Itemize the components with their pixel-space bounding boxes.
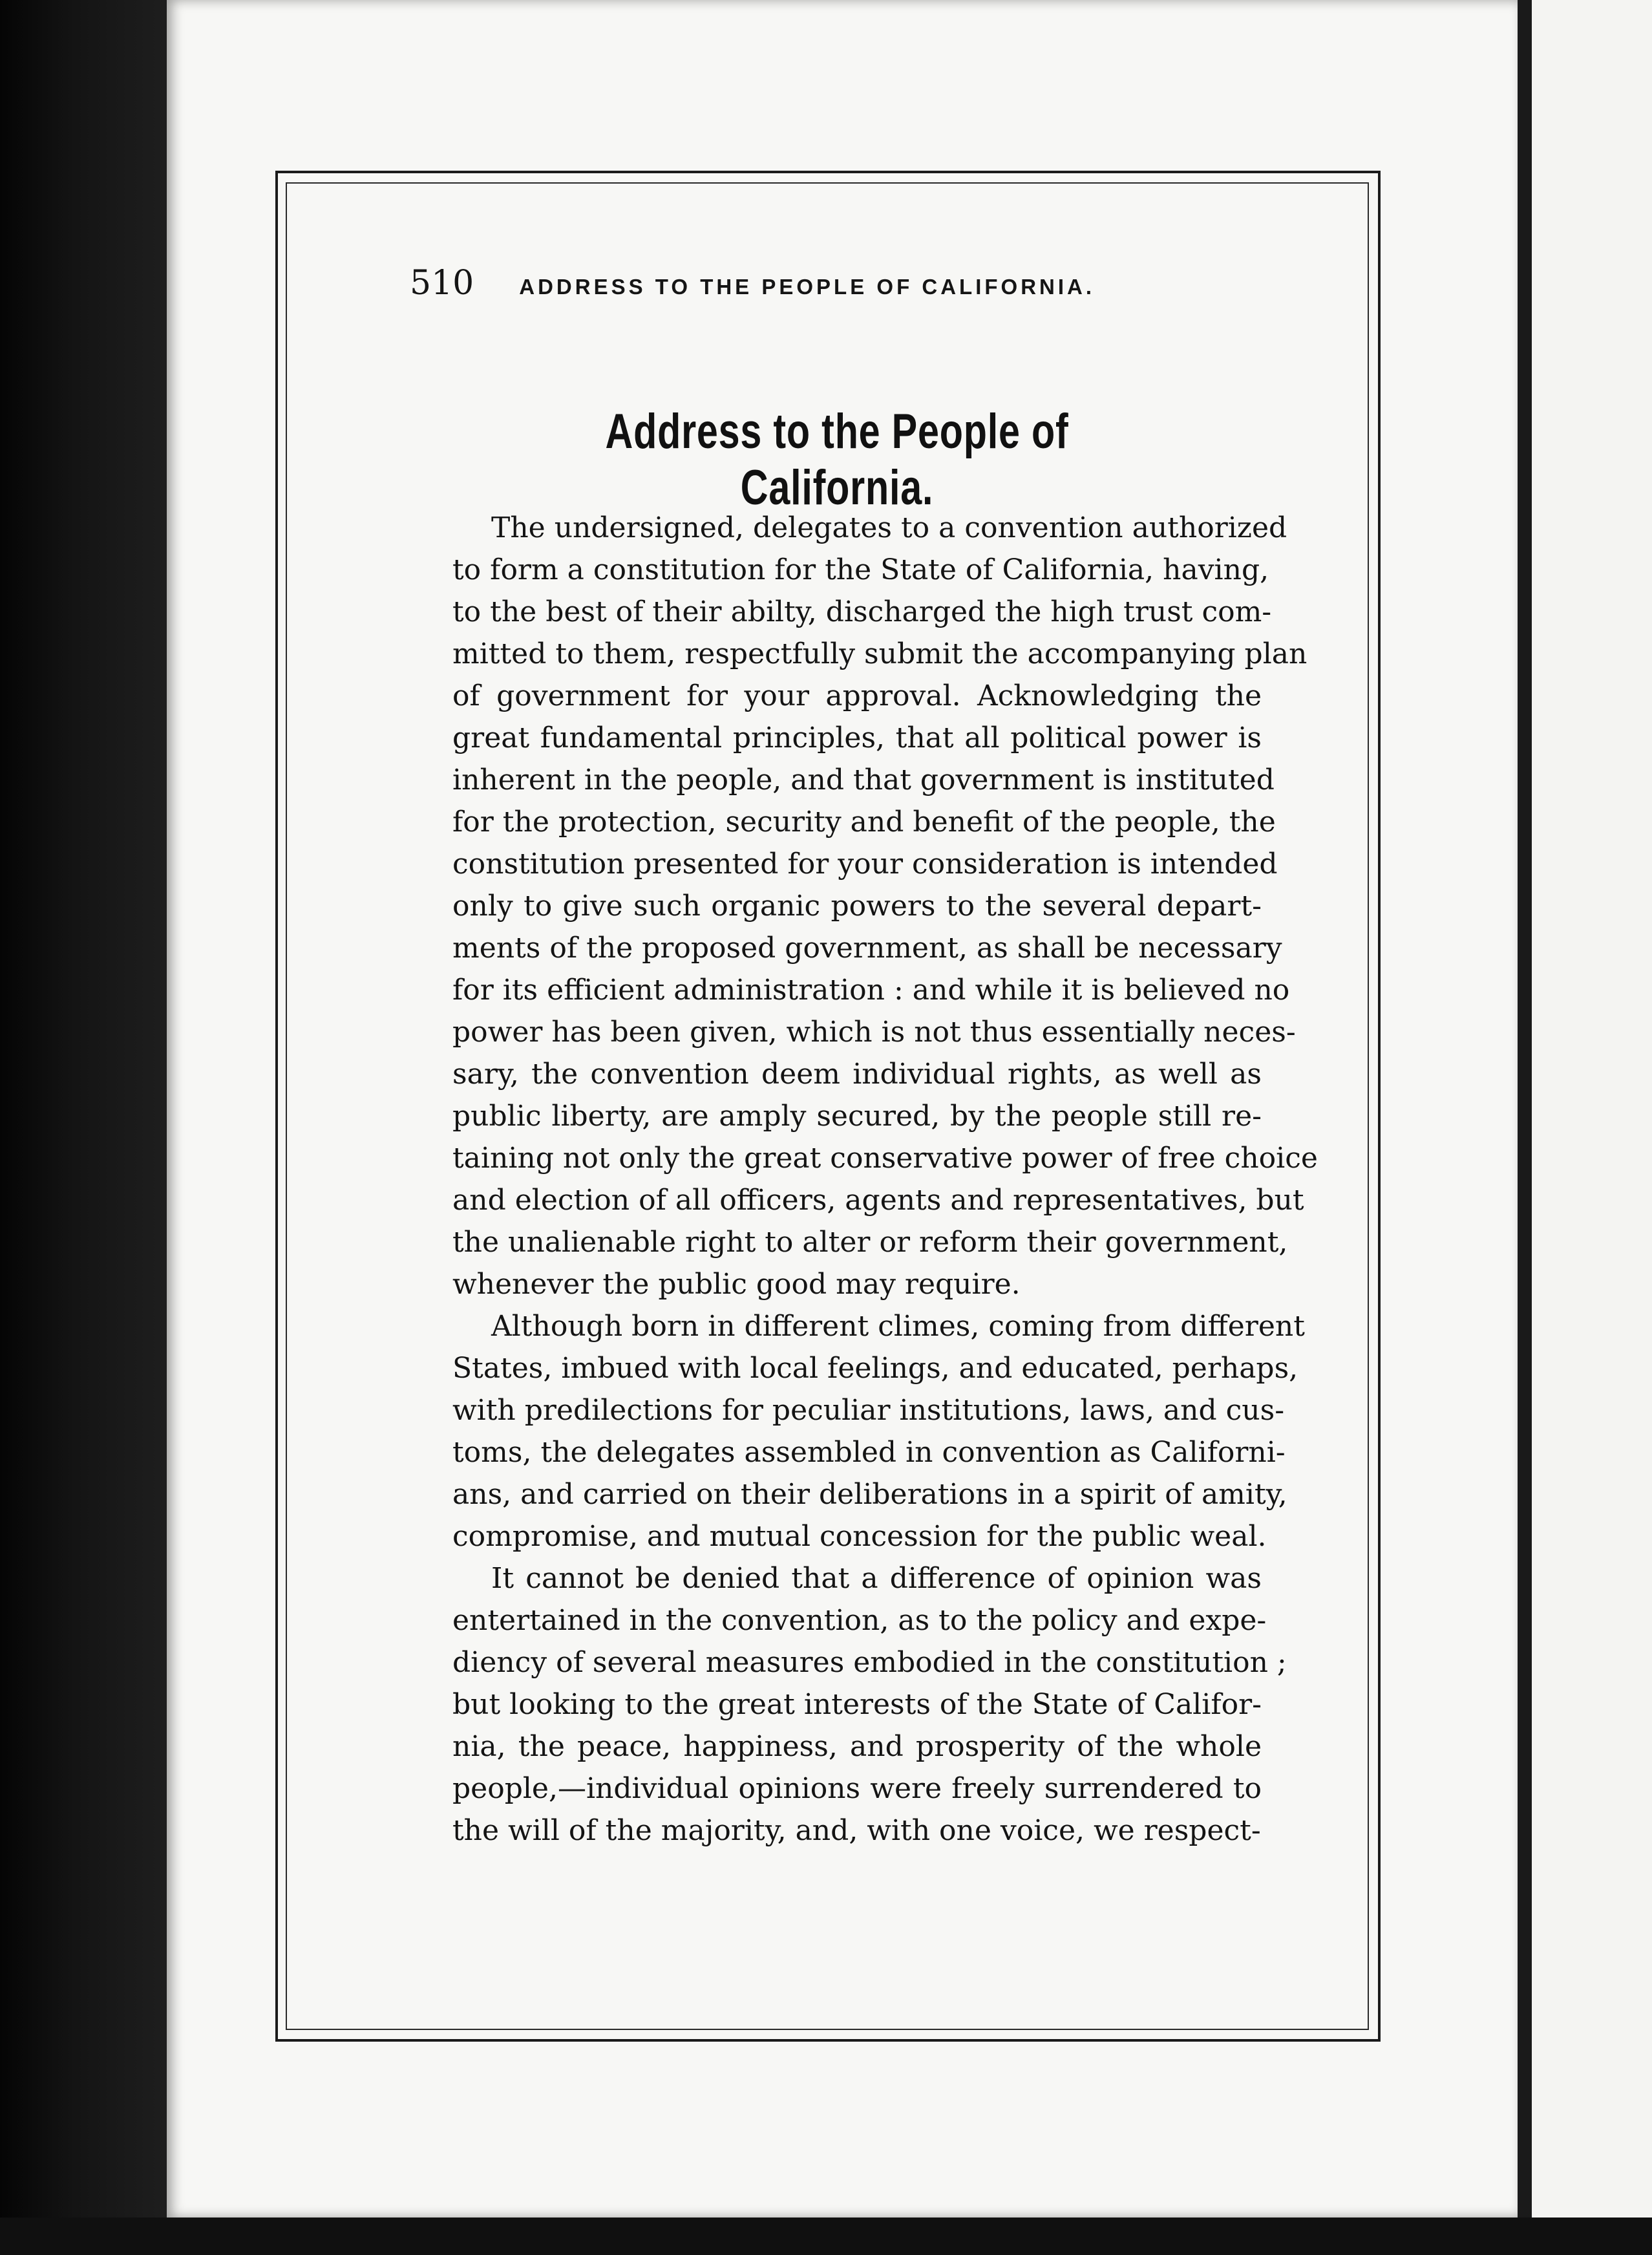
running-head: [410, 264, 1211, 309]
text-line: of government for your approval. Acknowledging the: [452, 679, 1262, 712]
text-line: great fundamental principles, that all political power is: [452, 721, 1262, 754]
text-line: diency of several measures embodied in the constitution ;: [452, 1646, 1287, 1679]
text-line: for its efficient administration : and while it is believed no: [452, 974, 1290, 1007]
chapter-title: Address to the People of California.: [605, 404, 1069, 515]
text-line: and election of all officers, agents and representatives, but: [452, 1184, 1304, 1217]
text-line: power has been given, which is not thus essentially neces-: [452, 1016, 1296, 1049]
paragraph: [414, 507, 1318, 1305]
text-line: compromise, and mutual concession for the public weal.: [452, 1520, 1267, 1553]
text-line: public liberty, are amply secured, by the people still re-: [452, 1100, 1262, 1133]
paragraph: [414, 1557, 1287, 1852]
text-line: sary, the convention deem individual rights, as well as: [452, 1058, 1262, 1091]
paragraph: [414, 1305, 1305, 1557]
body-text: [414, 507, 1318, 1852]
text-line: the unalienable right to alter or reform their government,: [452, 1226, 1288, 1259]
text-line: to form a constitution for the State of California, having,: [452, 553, 1269, 586]
text-line: Although born in different climes, coming from different: [491, 1310, 1305, 1343]
text-line: nia, the peace, happiness, and prosperity of the whole: [452, 1730, 1262, 1763]
scan-margin-bottom: [0, 2218, 1652, 2255]
text-line: taining not only the great conservative power of free choice: [452, 1142, 1318, 1175]
text-line: but looking to the great interests of the State of Califor-: [452, 1688, 1262, 1721]
text-line: whenever the public good may require.: [452, 1268, 1021, 1301]
text-line: with predilections for peculiar institutions, laws, and cus-: [452, 1394, 1285, 1427]
text-line: inherent in the people, and that government is instituted: [452, 764, 1275, 796]
text-line: constitution presented for your consideration is intended: [452, 848, 1278, 881]
text-line: to the best of their abilty, discharged the high trust com-: [452, 595, 1272, 628]
text-line: mitted to them, respectfully submit the accompanying plan: [452, 637, 1308, 670]
text-line: ments of the proposed government, as shall be necessary: [452, 932, 1282, 965]
text-line: people,—individual opinions were freely surrendered to: [452, 1772, 1262, 1805]
text-line: States, imbued with local feelings, and educated, perhaps,: [452, 1352, 1298, 1385]
adjacent-page-edge: [1532, 0, 1652, 2218]
text-line: the will of the majority, and, with one voice, we respect-: [452, 1814, 1261, 1847]
text-line: entertained in the convention, as to the policy and expe-: [452, 1604, 1267, 1637]
page-gutter-shadow: [1518, 0, 1532, 2255]
page-number: 510: [410, 264, 474, 303]
scan-margin-left: [0, 0, 167, 2255]
text-line: toms, the delegates assembled in convention as Californi-: [452, 1436, 1286, 1469]
text-line: ans, and carried on their deliberations in a spirit of amity,: [452, 1478, 1287, 1511]
text-line: for the protection, security and benefit of the people, the: [452, 806, 1276, 839]
text-line: The undersigned, delegates to a convention authorized: [491, 511, 1287, 544]
text-line: It cannot be denied that a difference of opinion was: [491, 1562, 1262, 1595]
running-title: ADDRESS TO THE PEOPLE OF CALIFORNIA.: [519, 275, 1096, 299]
text-line: only to give such organic powers to the several depart-: [452, 890, 1262, 923]
